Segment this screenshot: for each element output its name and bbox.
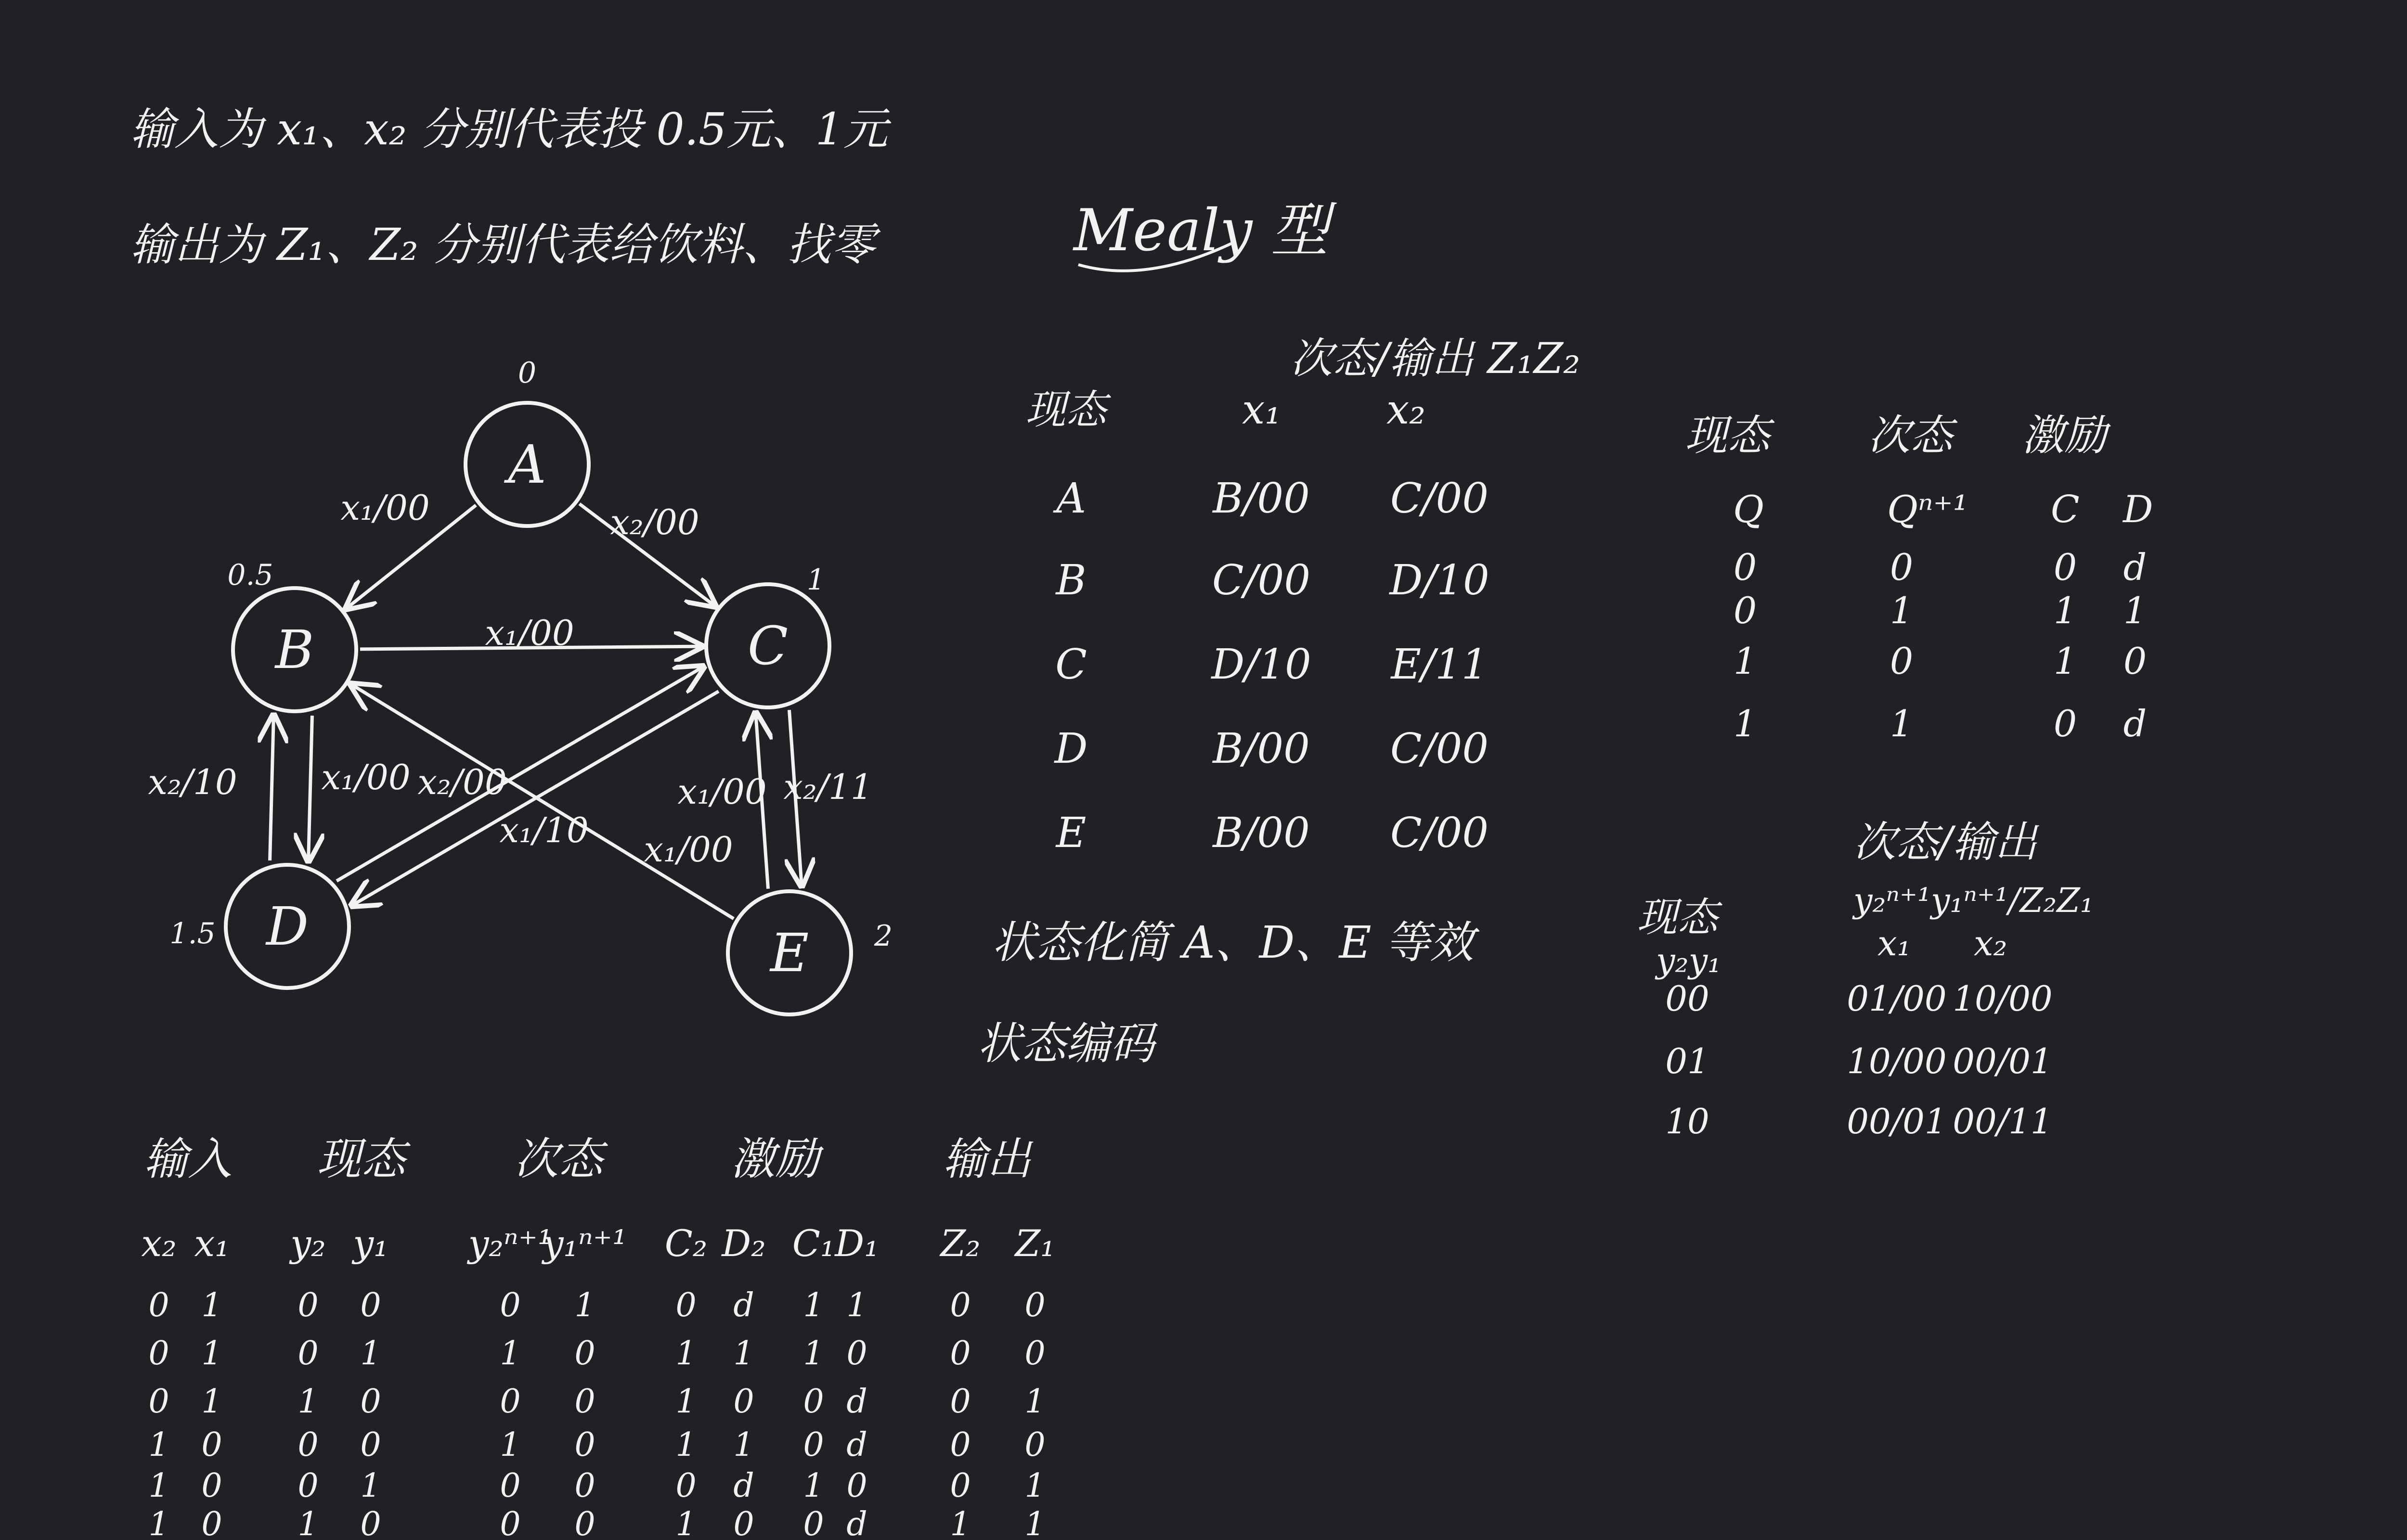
truth-cell: d [846, 1505, 867, 1540]
edge-label-a-b: x₁/00 [340, 488, 430, 528]
edge-label-c-e: x₂/11 [783, 767, 873, 807]
edge-label-a-c: x₂/00 [610, 502, 699, 542]
excitation-cell: 0 [1733, 589, 1757, 632]
truth-col-header: Z₁ [1015, 1222, 1055, 1265]
state-table-header-1: x₁ [1242, 386, 1281, 433]
state-table-title: 次态/输出 Z₁Z₂ [1290, 334, 1580, 383]
truth-cell: 1 [148, 1505, 169, 1540]
truth-col-header: y₂ⁿ⁺¹ [468, 1222, 553, 1265]
state-table-cell: D [1054, 725, 1088, 773]
edge-label-e-b: x₁/00 [644, 829, 733, 870]
state-table-header-0: 现态 [1025, 386, 1107, 433]
truth-group-header: 现态 [316, 1133, 406, 1185]
truth-cell: 1 [360, 1467, 381, 1505]
truth-cell: 1 [360, 1335, 381, 1373]
truth-cell: 0 [803, 1383, 824, 1421]
truth-cell: 0 [733, 1383, 754, 1421]
truth-cell: 1 [201, 1335, 222, 1373]
truth-cell: 0 [298, 1286, 319, 1324]
truth-cell: 0 [950, 1426, 971, 1464]
state-value-c: 1 [806, 563, 826, 597]
state-label-a: A [508, 434, 546, 495]
truth-col-header: x₂ [141, 1222, 177, 1265]
excitation-cell: 1 [2053, 589, 2077, 632]
excitation-sub-c: C [2051, 488, 2080, 531]
excitation-cell: 1 [1733, 640, 1757, 682]
edge-label-b-d: x₂/10 [148, 762, 237, 802]
truth-cell: 1 [201, 1286, 222, 1324]
truth-cell: 0 [1024, 1335, 1046, 1373]
state-table [1025, 334, 1580, 857]
state-table-cell: B/00 [1213, 809, 1310, 857]
truth-cell: 1 [803, 1335, 824, 1373]
encoded-cell: 10/00 [1847, 1041, 1947, 1081]
truth-cell: 1 [1024, 1505, 1046, 1540]
truth-cell: 0 [950, 1286, 971, 1324]
truth-cell: 0 [298, 1426, 319, 1464]
state-table-cell: E/11 [1391, 641, 1488, 689]
excitation-cell: d [2123, 702, 2147, 745]
state-table-cell: B/00 [1213, 725, 1310, 773]
encoded-col-0: x₁ [1877, 923, 1911, 963]
truth-cell: 0 [574, 1426, 595, 1464]
excitation-sub-q: Q [1733, 488, 1764, 531]
truth-cell: 0 [500, 1467, 521, 1505]
excitation-cell: 0 [1889, 640, 1914, 682]
truth-cell: 0 [500, 1505, 521, 1540]
truth-cell: d [733, 1286, 754, 1324]
truth-cell: d [846, 1426, 867, 1464]
truth-group-header: 输入 [143, 1133, 233, 1185]
truth-cell: 0 [675, 1286, 697, 1324]
encoded-header-state: 现态 [1637, 894, 1718, 941]
truth-cell: 0 [950, 1335, 971, 1373]
encoded-col-1: x₂ [1974, 923, 2007, 963]
truth-cell: 0 [500, 1383, 521, 1421]
truth-cell: 0 [201, 1426, 222, 1464]
excitation-cell: 1 [2123, 589, 2147, 632]
state-value-d: 1.5 [169, 917, 216, 950]
truth-cell: 1 [298, 1505, 319, 1540]
truth-cell: 0 [1024, 1286, 1046, 1324]
truth-cell: 1 [675, 1426, 697, 1464]
truth-cell: 1 [500, 1335, 521, 1373]
edge-d-b [270, 716, 274, 860]
state-diagram [148, 356, 893, 1014]
excitation-cell: 0 [2123, 640, 2147, 682]
truth-cell: 1 [846, 1286, 867, 1324]
truth-cell: 1 [733, 1426, 754, 1464]
state-table-cell: E [1056, 809, 1087, 857]
truth-cell: 0 [675, 1467, 697, 1505]
excitation-header-1: 次态 [1868, 411, 1953, 460]
truth-cell: 1 [298, 1383, 319, 1421]
header-outputs: 输出为 Z₁、Z₂ 分别代表给饮料、找零 [130, 219, 876, 270]
truth-cell: 0 [803, 1426, 824, 1464]
truth-table [141, 1133, 1055, 1540]
truth-col-header: Z₂ [940, 1222, 981, 1265]
truth-cell: 0 [298, 1467, 319, 1505]
state-label-b: B [275, 619, 314, 680]
truth-cell: 1 [574, 1286, 595, 1324]
encoded-cell: 01 [1665, 1041, 1709, 1081]
encoded-title: 次态/输出 [1853, 817, 2037, 867]
truth-cell: 0 [950, 1383, 971, 1421]
encoded-cell: 10 [1665, 1101, 1709, 1142]
state-table-cell: B [1056, 556, 1087, 604]
state-table-cell: C/00 [1390, 809, 1489, 857]
diagram-nodes [169, 356, 893, 1014]
edge-label-d-c: x₂/00 [417, 762, 507, 802]
truth-cell: 0 [360, 1505, 381, 1540]
truth-cell: 0 [298, 1335, 319, 1373]
truth-cell: 1 [500, 1426, 521, 1464]
edge-label-d-b: x₁/00 [321, 757, 411, 797]
excitation-header-2: 激励 [2022, 411, 2107, 460]
excitation-cell: 0 [1889, 546, 1914, 589]
edge-e-b [351, 684, 734, 919]
state-table-cell: B/00 [1213, 475, 1310, 523]
truth-cell: 1 [1024, 1467, 1046, 1505]
state-value-a: 0 [518, 356, 537, 390]
truth-cell: 0 [500, 1286, 521, 1324]
truth-cell: 0 [950, 1467, 971, 1505]
truth-col-header: C₁ [792, 1222, 835, 1265]
truth-cell: d [846, 1383, 867, 1421]
truth-col-header: C₂ [664, 1222, 708, 1265]
truth-cell: 0 [846, 1467, 867, 1505]
truth-cell: 1 [733, 1335, 754, 1373]
state-table-cell: C [1055, 641, 1087, 689]
truth-cell: 0 [803, 1505, 824, 1540]
encoded-cell: 00/01 [1847, 1101, 1947, 1142]
header-inputs: 输入为 x₁、x₂ 分别代表投 0.5元、1元 [130, 103, 888, 155]
truth-cell: 0 [574, 1505, 595, 1540]
truth-cell: 0 [733, 1505, 754, 1540]
truth-cell: 0 [1024, 1426, 1046, 1464]
encoded-header-vars: y₂y₁ [1656, 941, 1721, 980]
excitation-sub-d: D [2123, 488, 2153, 531]
truth-cell: 0 [574, 1467, 595, 1505]
excitation-cell: 0 [1733, 546, 1757, 589]
excitation-cell: 0 [2053, 546, 2077, 589]
truth-cell: 1 [148, 1467, 169, 1505]
truth-cell: 1 [201, 1383, 222, 1421]
truth-col-header: D₁ [835, 1222, 879, 1265]
note-simplify: 状态化简 A、D、E 等效 [992, 917, 1474, 968]
truth-cell: 0 [148, 1286, 169, 1324]
excitation-sub-qn1: Qⁿ⁺¹ [1887, 488, 1968, 531]
truth-group-header: 输出 [942, 1133, 1032, 1185]
edge-label-e-c: x₁/00 [677, 771, 767, 812]
state-table-cell: D/10 [1389, 556, 1489, 604]
truth-cell: 1 [803, 1286, 824, 1324]
state-table-cell: C/00 [1390, 475, 1489, 523]
truth-cell: 0 [201, 1467, 222, 1505]
truth-col-header: x₁ [194, 1222, 230, 1265]
truth-cell: 1 [950, 1505, 971, 1540]
excitation-cell: 1 [2053, 640, 2077, 682]
truth-group-header: 次态 [514, 1133, 603, 1185]
truth-group-header: 激励 [730, 1133, 820, 1185]
mealy-label: Mealy 型 [1074, 197, 1329, 264]
truth-col-header: D₂ [722, 1222, 766, 1265]
edge-label-c-d: x₁/10 [499, 810, 589, 850]
state-table-cell: A [1056, 475, 1087, 523]
excitation-cell: 1 [1889, 702, 1914, 745]
truth-cell: 0 [148, 1383, 169, 1421]
excitation-cell: 0 [2053, 702, 2077, 745]
truth-cell: 0 [360, 1286, 381, 1324]
truth-cell: 1 [675, 1383, 697, 1421]
truth-cell: 0 [574, 1383, 595, 1421]
truth-cell: 1 [675, 1505, 697, 1540]
excitation-cell: 1 [1889, 589, 1914, 632]
truth-cell: 1 [675, 1335, 697, 1373]
encoded-subtitle: y₂ⁿ⁺¹y₁ⁿ⁺¹/Z₂Z₁ [1853, 881, 2094, 920]
excitation-table [1685, 411, 2153, 745]
state-table-cell: C/00 [1390, 725, 1489, 773]
state-label-c: C [747, 615, 789, 677]
state-table-cell: D/10 [1211, 641, 1311, 689]
truth-cell: 1 [803, 1467, 824, 1505]
truth-cell: d [733, 1467, 754, 1505]
encoded-table [1637, 817, 2094, 1142]
truth-cell: 0 [360, 1383, 381, 1421]
encoded-cell: 00/01 [1953, 1041, 2053, 1081]
encoded-cell: 01/00 [1847, 978, 1947, 1019]
truth-cell: 1 [148, 1426, 169, 1464]
truth-col-header: y₂ [290, 1222, 326, 1265]
truth-col-header: y₁ [353, 1222, 388, 1265]
note-encode: 状态编码 [977, 1018, 1155, 1069]
truth-cell: 0 [574, 1335, 595, 1373]
truth-cell: 0 [148, 1335, 169, 1373]
state-table-cell: C/00 [1212, 556, 1311, 604]
state-table-header-2: x₂ [1386, 386, 1426, 433]
excitation-header-0: 现态 [1685, 411, 1770, 460]
truth-cell: 0 [201, 1505, 222, 1540]
encoded-cell: 00 [1665, 978, 1709, 1019]
truth-col-header: y₁ⁿ⁺¹ [543, 1222, 627, 1265]
encoded-cell: 10/00 [1953, 978, 2053, 1019]
truth-cell: 1 [1024, 1383, 1046, 1421]
edge-b-d [309, 716, 312, 860]
truth-cell: 0 [846, 1335, 867, 1373]
truth-cell: 0 [360, 1426, 381, 1464]
excitation-cell: d [2123, 546, 2147, 589]
state-value-b: 0.5 [227, 558, 273, 592]
state-value-e: 2 [874, 919, 893, 953]
state-label-e: E [770, 922, 809, 984]
state-label-d: D [266, 896, 309, 957]
excitation-cell: 1 [1733, 702, 1757, 745]
edge-label-b-c: x₁/00 [485, 613, 574, 653]
encoded-cell: 00/11 [1953, 1101, 2053, 1142]
